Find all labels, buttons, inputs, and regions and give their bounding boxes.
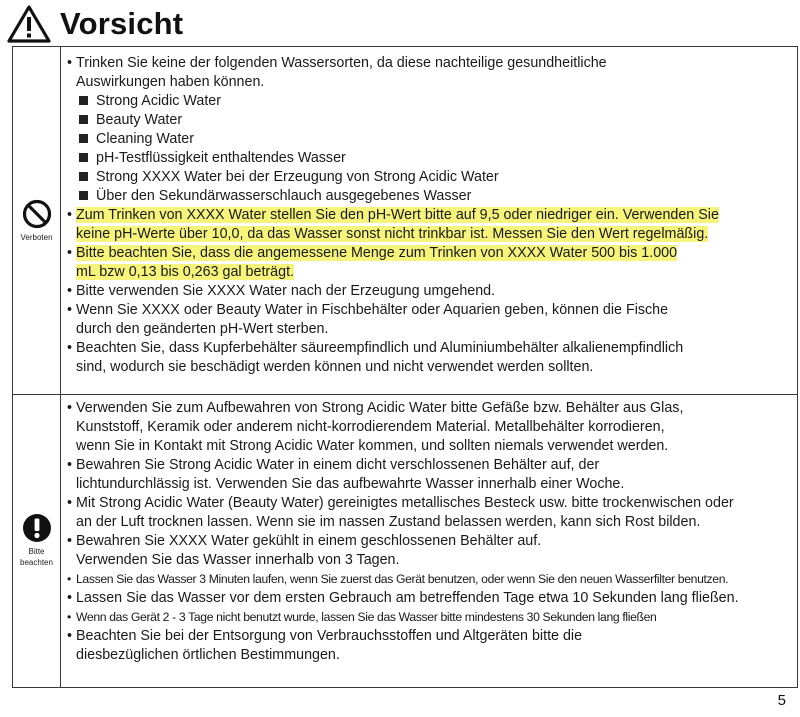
text-line: • Trinken Sie keine der folgenden Wassersorten, da diese nachteilige gesundheitliche [67,55,607,71]
note-refrigerate [67,532,791,570]
text-line: • Lassen Sie das Wasser 3 Minuten laufen, wenn Sie zuerst das Gerät benutzen, oder wenn Sie den neuen Wasserfilter benutzen. [67,572,729,586]
square-bullet-icon [79,153,88,162]
exclamation-circle-icon [22,513,52,543]
list-item: Beauty Water [79,111,791,130]
note-storage-material [67,399,791,456]
list-item: pH-Testflüssigkeit enthaltendes Wasser [79,149,791,168]
note-idle-flush [67,608,791,627]
text-line: • Zum Trinken von XXXX Water stellen Sie den pH-Wert bitte auf 9,5 oder niedriger ein. Verwenden Sie [67,207,719,223]
list-item: Strong Acidic Water [79,92,791,111]
prohibited-intro [67,54,791,92]
prohibited-water-list [67,92,791,206]
list-item: Strong XXXX Water bei der Erzeugung von Strong Acidic Water [79,168,791,187]
text-line: • Wenn das Gerät 2 - 3 Tage nicht benutzt wurde, lassen Sie das Wasser bitte mindestens 30 Sekunden lang fließen [67,610,657,624]
page-header [6,6,183,42]
text-line: • Bitte verwenden Sie XXXX Water nach der Erzeugung umgehend. [67,283,496,299]
square-bullet-icon [79,115,88,124]
square-bullet-icon [79,96,88,105]
text-line: • Bitte beachten Sie, dass die angemessene Menge zum Trinken von XXXX Water 500 bis 1.000 [67,245,678,261]
highlighted-text: keine pH-Werte über 10,0, da das Wasser sonst nicht trinkbar ist. Messen Sie den Wert regelmäßig. [76,226,709,242]
list-item: Cleaning Water [79,130,791,149]
text-line: • Bewahren Sie Strong Acidic Water in einem dicht verschlossenen Behälter auf, der [67,457,600,473]
text-line: sind, wodurch sie beschädigt werden können und nicht verwendet werden sollten. [76,359,594,375]
highlighted-text: Bitte beachten Sie, dass die angemessene Menge zum Trinken von XXXX Water 500 bis 1.000 [76,245,678,261]
text-line: • Bewahren Sie XXXX Water gekühlt in einem geschlossenen Behälter auf. [67,533,542,549]
highlighted-text: Zum Trinken von XXXX Water stellen Sie den pH-Wert bitte auf 9,5 oder niedriger ein. Verwenden Sie [76,207,719,223]
prohibited-section [13,47,797,395]
prohibited-content [61,47,797,394]
note-daily-flush [67,589,791,608]
prohibited-label: Verboten [20,232,53,242]
note-aquarium [67,301,791,339]
note-ph-value [67,206,791,244]
attention-section [13,394,797,687]
note-use-immediately [67,282,791,301]
text-line [67,225,791,244]
text-line: • Beachten Sie bei der Entsorgung von Verbrauchsstoffen und Altgeräten bitte die [67,628,583,644]
text-line [67,263,791,282]
list-item: Über den Sekundärwasserschlauch ausgegebenes Wasser [79,187,791,206]
attention-icon-cell [13,394,61,687]
text-line: • Verwenden Sie zum Aufbewahren von Strong Acidic Water bitte Gefäße bzw. Behälter aus Glas, [67,400,684,416]
square-bullet-icon [79,191,88,200]
text-line: • Lassen Sie das Wasser vor dem ersten Gebrauch am betreffenden Tage etwa 10 Sekunden lang fließen. [67,590,739,606]
text-line: lichtundurchlässig ist. Verwenden Sie das aufbewahrte Wasser innerhalb einer Woche. [76,476,625,492]
highlighted-text: mL bzw 0,13 bis 0,263 gal beträgt. [76,264,295,280]
note-lightproof-container [67,456,791,494]
page-title: Vorsicht [60,6,184,41]
note-first-use-flush [67,570,791,589]
text-line: wenn Sie in Kontakt mit Strong Acidic Water kommen, und sollten niemals verwendet werden. [76,438,669,454]
text-line: Auswirkungen haben können. [76,74,265,90]
prohibited-icon-cell [13,47,61,394]
text-line: • Mit Strong Acidic Water (Beauty Water) gereinigtes metallisches Besteck usw. bitte trockenwischen oder [67,495,734,511]
page-number: 5 [777,692,786,709]
note-cutlery [67,494,791,532]
text-line: an der Luft trocknen lassen. Wenn sie im nassen Zustand belassen werden, kann sich Rost bilden. [76,514,701,530]
text-line: durch den geänderten pH-Wert sterben. [76,321,329,337]
text-line: Verwenden Sie das Wasser innerhalb von 3 Tagen. [76,552,400,568]
attention-label: Bitte beachten [20,547,53,567]
square-bullet-icon [79,134,88,143]
text-line: • Beachten Sie, dass Kupferbehälter säureempfindlich und Aluminiumbehälter alkalienempfindlich [67,340,684,356]
note-containers [67,339,791,377]
attention-content [61,394,797,687]
note-disposal [67,627,791,665]
text-line: Kunststoff, Keramik oder anderem nicht-korrodierendem Material. Metallbehälter korrodieren, [76,419,665,435]
note-drinking-amount [67,244,791,282]
text-line: diesbezüglichen örtlichen Bestimmungen. [76,647,340,663]
caution-table [12,46,798,688]
warning-triangle-icon [6,4,52,44]
square-bullet-icon [79,172,88,181]
text-line: • Wenn Sie XXXX oder Beauty Water in Fischbehälter oder Aquarien geben, können die Fische [67,302,669,318]
prohibited-icon [22,199,52,229]
